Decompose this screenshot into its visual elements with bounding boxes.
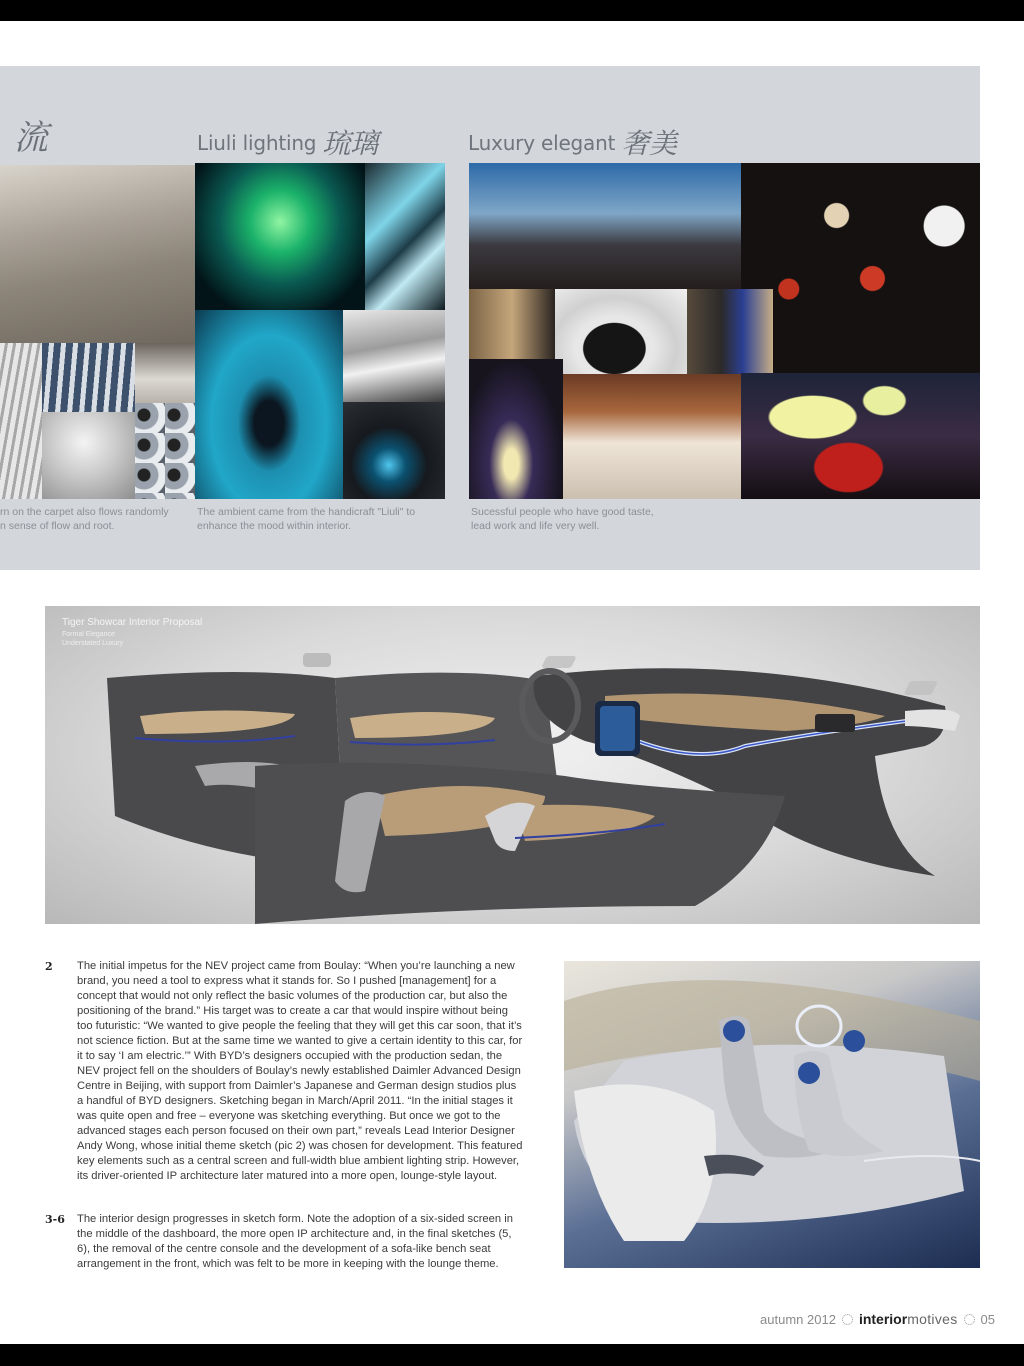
moodboard xyxy=(0,66,980,570)
image-dining-table xyxy=(469,359,563,499)
article-paragraph-3-6 xyxy=(45,1212,525,1272)
sketch-title: Tiger Showcar Interior Proposal xyxy=(62,617,203,628)
image-blue-lit-object xyxy=(343,402,445,499)
paragraph-text: The interior design progresses in sketch form. Note the adoption of a six-sided screen in the middle of the dashboard, the more open IP architecture and, in the final sketches (5, 6), the removal of the centre console and the development of a sofa-like bench seat arrangement in the front, which was felt to be more in keeping with the lounge theme. xyxy=(77,1213,513,1270)
image-white-object xyxy=(135,343,195,403)
image-curtain-woman xyxy=(195,310,343,499)
moodboard-heading-liuli: Liuli lighting 琉璃 xyxy=(197,127,378,160)
image-sand-ripples xyxy=(0,343,42,499)
image-man-in-suit xyxy=(469,289,555,359)
sketch-subtitle-1: Formal Elegance xyxy=(62,631,115,638)
dotted-circle-icon xyxy=(964,1314,975,1325)
bottom-black-bar xyxy=(0,1344,1024,1366)
image-glass-sphere xyxy=(42,412,135,499)
caption-liuli: The ambient came from the handicraft "Liuli" to enhance the mood within interior. xyxy=(197,506,416,532)
image-sand-dunes xyxy=(0,165,195,343)
image-silver-sculpture xyxy=(343,310,445,402)
interior-sketch-image xyxy=(45,606,980,924)
page-number: 05 xyxy=(980,1311,995,1327)
caption-number: 3-6 xyxy=(45,1213,65,1226)
moodboard-heading-flow: 流 xyxy=(14,118,48,158)
seat-sketch-drawing xyxy=(564,961,980,1268)
image-club-entrance xyxy=(741,373,980,499)
dotted-circle-icon xyxy=(842,1314,853,1325)
image-blue-fabric xyxy=(42,343,135,412)
top-black-bar xyxy=(0,0,1024,21)
image-luxury-living-room xyxy=(563,374,741,499)
caption-luxury: Sucessful people who have good taste, lead work and life very well. xyxy=(471,506,654,532)
caption-flow: rn on the carpet also flows randomly n sense of flow and root. xyxy=(0,506,169,532)
image-liuli-glass-bowl xyxy=(195,163,365,310)
caption-number: 2 xyxy=(45,960,53,973)
image-man-with-wine xyxy=(555,289,687,374)
image-organic-pattern xyxy=(135,403,195,499)
car-interior-sketch xyxy=(45,606,980,924)
moodboard-heading-luxury: Luxury elegant 奢美 xyxy=(468,127,677,160)
image-liuli-glass-cut xyxy=(365,163,445,310)
footer-season: autumn 2012 xyxy=(760,1311,836,1327)
footer-brand: interiormotives xyxy=(858,1311,958,1327)
image-couple-evening xyxy=(687,289,773,374)
image-city-skyline xyxy=(469,163,741,289)
sketch-subtitle-2: Understated Luxury xyxy=(62,640,124,647)
lounge-seat-sketch-image xyxy=(564,961,980,1268)
paragraph-text: The initial impetus for the NEV project came from Boulay: “When you’re launching a new brand, you need a tool to express what it stands for. So I pushed [management] for a concept that would not only reflect the basic volumes of the production car, but also the positioning of the brand.” His target was to create a car that would inspire without being too futuristic: “We wanted to give people the feeling that they will get this car soon, that it’s not science fiction. But at the same time we wanted to give a certain identity to this car, for it to say ‘I am electric.’” With BYD’s designers occupied with the production sedan, the NEV project fell on the shoulders of Boulay’s newly established Daimler Advanced Design Centre in Beijing, with support from Daimler’s Japanese and German design studios plus a handful of BYD designers. Sketching began in March/April 2011. “In the initial stages it was quite open and free – everyone was sketching everything. But once we got to the advanced stages each person focused on their own part,” reveals Lead Interior Designer Andy Wong, whose initial theme sketch (pic 2) was chosen for development. This featured key elements such as a central screen and full-width blue ambient lighting strip. However, its driver-oriented IP architecture later matured into a more open, lounge-style layout. xyxy=(77,960,523,1182)
page-footer xyxy=(760,1311,995,1327)
article-paragraph-2 xyxy=(45,959,525,1184)
image-lamps-restaurant xyxy=(741,163,980,373)
